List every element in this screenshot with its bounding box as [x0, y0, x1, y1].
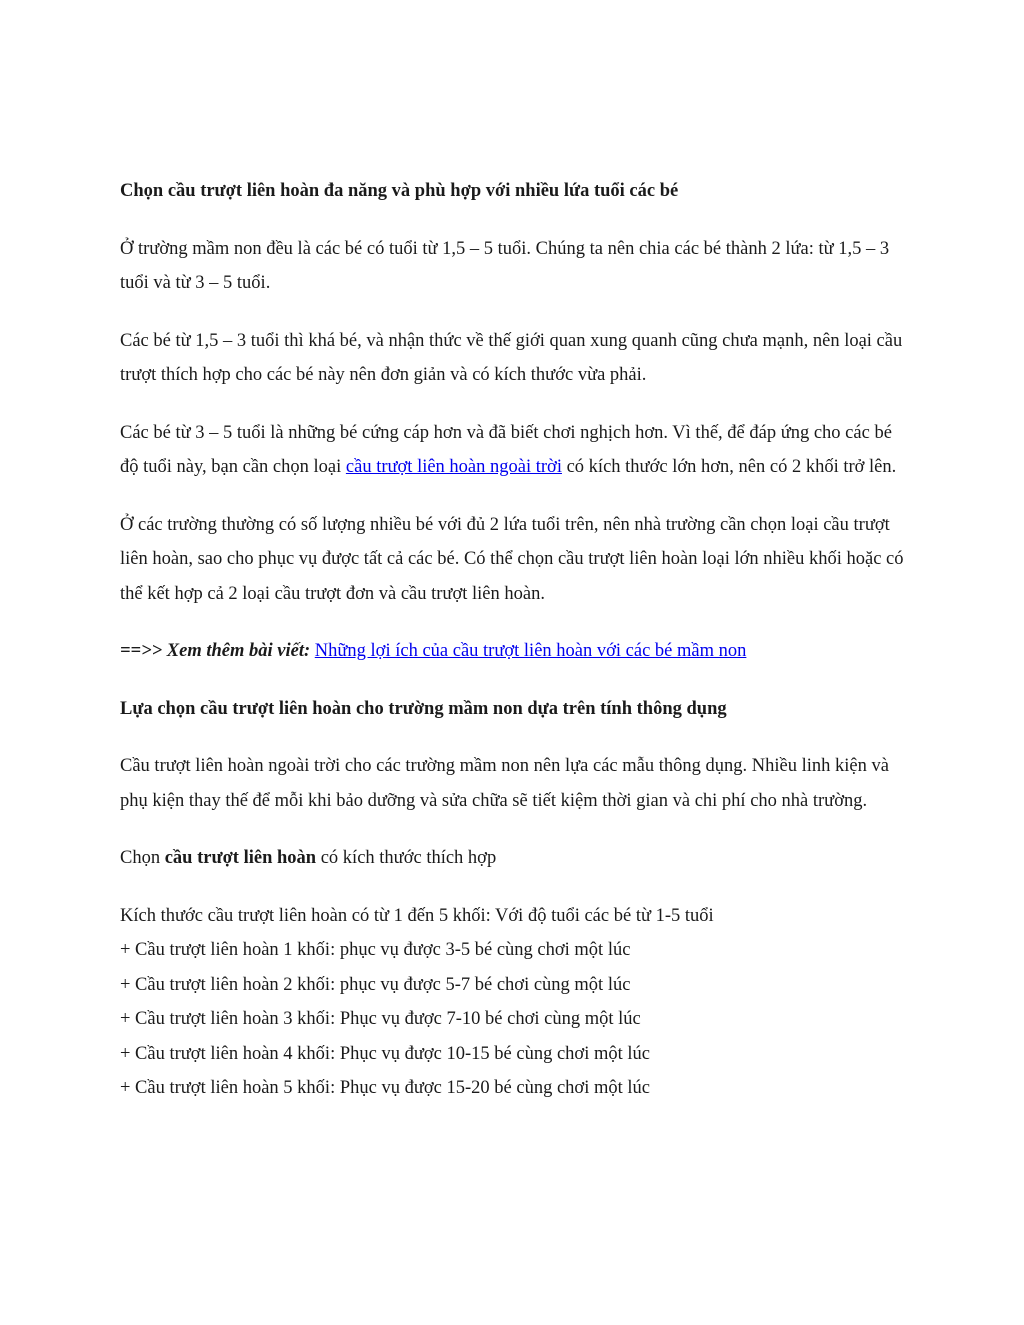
choose-size-text-before: Chọn — [120, 848, 165, 868]
paragraph-older-kids — [120, 416, 910, 485]
size-list — [120, 899, 910, 1106]
list-item: + Cầu trượt liên hoàn 5 khối: Phục vụ được 15-20 bé cùng chơi một lúc — [120, 1078, 650, 1098]
section-heading-common-use: Lựa chọn cầu trượt liên hoàn cho trường mầm non dựa trên tính thông dụng — [120, 698, 727, 719]
paragraph-age-groups: Ở trường mầm non đều là các bé có tuổi từ 1,5 – 5 tuổi. Chúng ta nên chia các bé thành 2 lứa: từ 1,5 – 3 tuổi và từ 3 – 5 tuổi. — [120, 238, 890, 293]
see-more-prefix: ==>> Xem thêm bài viết: — [120, 641, 311, 661]
size-list-intro: Kích thước cầu trượt liên hoàn có từ 1 đến 5 khối: Với độ tuổi các bé từ 1-5 tuổi — [120, 905, 714, 926]
paragraph-common-models: Cầu trượt liên hoàn ngoài trời cho các trường mầm non nên lựa các mẫu thông dụng. Nhiều linh kiện và phụ kiện thay thế để mỗi khi bảo dưỡng và sửa chữa sẽ tiết kiệm thời gian và chi phí cho nhà trường. — [120, 756, 889, 811]
section-heading-multi-age: Chọn cầu trượt liên hoàn đa năng và phù hợp với nhiều lứa tuổi các bé — [120, 181, 679, 201]
list-item: + Cầu trượt liên hoàn 2 khối: phục vụ được 5-7 bé chơi cùng một lúc — [120, 974, 631, 995]
paragraph-older-kids-text-after: có kích thước lớn hơn, nên có 2 khối trở lên. — [561, 457, 897, 477]
outdoor-slide-link[interactable]: cầu trượt liên hoàn ngoài trời — [345, 457, 562, 477]
choose-size-bold-term: cầu trượt liên hoàn — [164, 848, 317, 868]
list-item: + Cầu trượt liên hoàn 3 khối: Phục vụ được 7-10 bé chơi cùng một lúc — [120, 1009, 641, 1029]
list-item: + Cầu trượt liên hoàn 1 khối: phục vụ được 3-5 bé cùng chơi một lúc — [120, 940, 631, 960]
benefits-article-link[interactable]: Những lợi ích của cầu trượt liên hoàn với các bé mầm non — [314, 641, 747, 661]
paragraph-older-kids-text-before: Các bé từ 3 – 5 tuổi là những bé cứng cáp hơn và đã biết chơi nghịch hơn. Vì thế, để đáp ứng cho các bé độ tuổi này, bạn cần chọn loại — [120, 422, 892, 477]
paragraph-choose-size — [120, 841, 910, 876]
paragraph-mixed-schools: Ở các trường thường có số lượng nhiều bé với đủ 2 lứa tuổi trên, nên nhà trường cần chọn loại cầu trượt liên hoàn, sao cho phục vụ được tất cả các bé. Có thể chọn cầu trượt liên hoàn loại lớn nhiều khối hoặc có thể kết hợp cả 2 loại cầu trượt đơn và cầu trượt liên hoàn. — [120, 514, 904, 604]
see-more-line — [120, 634, 910, 669]
document-page — [120, 174, 910, 1106]
paragraph-young-kids: Các bé từ 1,5 – 3 tuổi thì khá bé, và nhận thức về thế giới quan xung quanh cũng chưa mạnh, nên loại cầu trượt thích hợp cho các bé này nên đơn giản và có kích thước vừa phải. — [120, 330, 903, 385]
choose-size-text-after: có kích thước thích hợp — [316, 848, 497, 868]
list-item: + Cầu trượt liên hoàn 4 khối: Phục vụ được 10-15 bé cùng chơi một lúc — [120, 1043, 650, 1064]
